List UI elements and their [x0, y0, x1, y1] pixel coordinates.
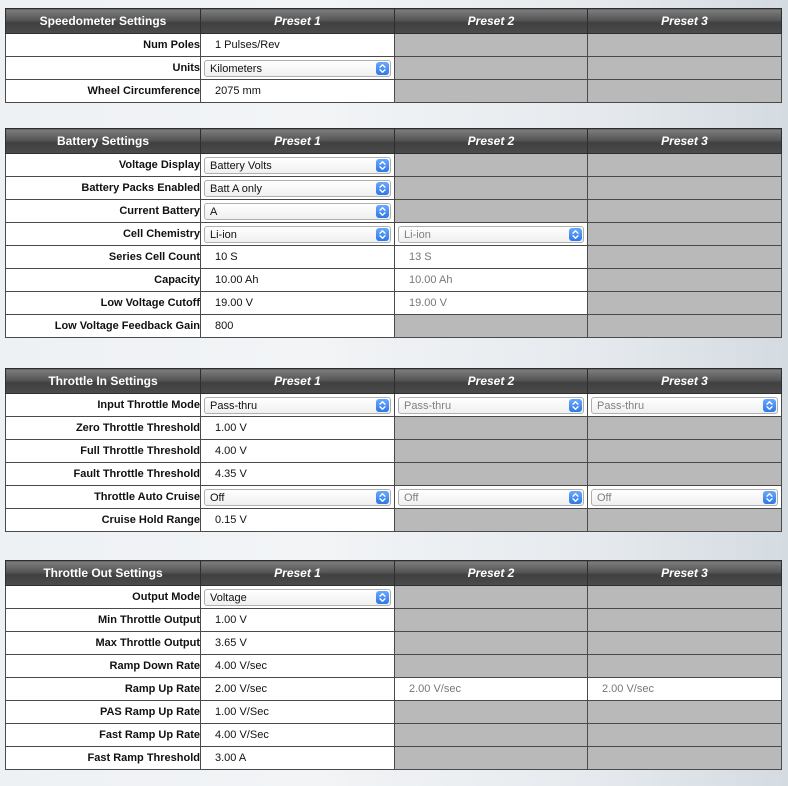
field-value: 4.00 V/sec — [215, 660, 267, 672]
fast-ramp-up-rate-label: Fast Ramp Up Rate — [6, 724, 201, 747]
cruise-hold-range-preset-2-unavailable — [395, 509, 588, 532]
setting-row-full-throttle-threshold — [6, 440, 782, 463]
up-down-chevron-icon — [376, 62, 389, 75]
field-value: 3.00 A — [215, 752, 247, 764]
field-value: 1.00 V — [215, 614, 247, 626]
pas-ramp-up-rate-label: PAS Ramp Up Rate — [6, 701, 201, 724]
field-value: 10 S — [215, 251, 238, 263]
up-down-chevron-icon — [376, 399, 389, 412]
up-down-chevron-icon — [569, 399, 582, 412]
fault-throttle-threshold-label: Fault Throttle Threshold — [6, 463, 201, 486]
voltage-display-preset-1-select[interactable] — [204, 157, 391, 174]
up-down-chevron-icon — [376, 491, 389, 504]
wheel-circumference-preset-1-field[interactable] — [201, 80, 395, 103]
min-throttle-output-preset-3-unavailable — [588, 609, 782, 632]
capacity-preset-1-field[interactable] — [201, 269, 395, 292]
section-title: Speedometer Settings — [6, 9, 201, 34]
output-mode-preset-1-select[interactable] — [204, 589, 391, 606]
fast-ramp-up-rate-preset-1-field[interactable] — [201, 724, 395, 747]
full-throttle-threshold-label: Full Throttle Threshold — [6, 440, 201, 463]
select-value: Off — [404, 491, 419, 504]
select-value: Off — [597, 491, 612, 504]
setting-row-zero-throttle-threshold — [6, 417, 782, 440]
input-throttle-mode-preset-2-cell — [395, 394, 588, 417]
current-battery-preset-1-cell — [201, 200, 395, 223]
select-value: Pass-thru — [404, 399, 452, 412]
preset-2-header: Preset 2 — [395, 129, 588, 154]
input-throttle-mode-label: Input Throttle Mode — [6, 394, 201, 417]
setting-row-battery-packs-enabled — [6, 177, 782, 200]
throttle-auto-cruise-preset-2-cell — [395, 486, 588, 509]
up-down-chevron-icon — [376, 182, 389, 195]
preset-3-header: Preset 3 — [588, 129, 782, 154]
capacity-preset-2-field[interactable] — [395, 269, 588, 292]
field-value: 4.00 V/Sec — [215, 729, 269, 741]
section-title: Throttle In Settings — [6, 369, 201, 394]
low-voltage-cutoff-preset-2-field[interactable] — [395, 292, 588, 315]
setting-row-units — [6, 57, 782, 80]
preset-2-header: Preset 2 — [395, 561, 588, 586]
throttle-auto-cruise-preset-1-cell — [201, 486, 395, 509]
select-value: A — [210, 205, 218, 218]
field-value: 2.00 V/sec — [409, 683, 461, 695]
max-throttle-output-preset-3-unavailable — [588, 632, 782, 655]
field-value: 13 S — [409, 251, 432, 263]
preset-3-header: Preset 3 — [588, 369, 782, 394]
setting-row-cruise-hold-range — [6, 509, 782, 532]
num-poles-preset-1-field[interactable] — [201, 34, 395, 57]
output-mode-preset-3-unavailable — [588, 586, 782, 609]
setting-row-current-battery — [6, 200, 782, 223]
setting-row-min-throttle-output — [6, 609, 782, 632]
current-battery-preset-1-select[interactable] — [204, 203, 391, 220]
setting-row-fast-ramp-up-rate — [6, 724, 782, 747]
field-value: 19.00 V — [409, 297, 447, 309]
wheel-circumference-preset-3-unavailable — [588, 80, 782, 103]
ramp-up-rate-label: Ramp Up Rate — [6, 678, 201, 701]
preset-3-header: Preset 3 — [588, 9, 782, 34]
cell-chemistry-preset-2-select[interactable] — [398, 226, 584, 243]
battery-packs-enabled-preset-1-cell — [201, 177, 395, 200]
field-value: 2.00 V/sec — [215, 683, 267, 695]
field-value: 10.00 Ah — [409, 274, 453, 286]
field-value: 1.00 V — [215, 422, 247, 434]
fast-ramp-threshold-label: Fast Ramp Threshold — [6, 747, 201, 770]
num-poles-preset-2-unavailable — [395, 34, 588, 57]
field-value: 0.15 V — [215, 514, 247, 526]
wheel-circumference-preset-2-unavailable — [395, 80, 588, 103]
setting-row-ramp-down-rate — [6, 655, 782, 678]
throttle-auto-cruise-preset-2-select[interactable] — [398, 489, 584, 506]
min-throttle-output-preset-1-field[interactable] — [201, 609, 395, 632]
throttle-auto-cruise-preset-1-select[interactable] — [204, 489, 391, 506]
field-value: 4.00 V — [215, 445, 247, 457]
capacity-preset-3-unavailable — [588, 269, 782, 292]
units-label: Units — [6, 57, 201, 80]
wheel-circumference-label: Wheel Circumference — [6, 80, 201, 103]
input-throttle-mode-preset-1-select[interactable] — [204, 397, 391, 414]
field-value: 2075 mm — [215, 85, 261, 97]
max-throttle-output-preset-2-unavailable — [395, 632, 588, 655]
battery-packs-enabled-label: Battery Packs Enabled — [6, 177, 201, 200]
field-value: 800 — [215, 320, 234, 332]
select-value: Pass-thru — [597, 399, 645, 412]
battery-packs-enabled-preset-2-unavailable — [395, 177, 588, 200]
select-value: Voltage — [210, 591, 247, 604]
input-throttle-mode-preset-3-cell — [588, 394, 782, 417]
section-header-row — [6, 129, 782, 154]
cell-chemistry-preset-2-cell — [395, 223, 588, 246]
fast-ramp-up-rate-preset-2-unavailable — [395, 724, 588, 747]
select-value: Off — [210, 491, 225, 504]
full-throttle-threshold-preset-1-field[interactable] — [201, 440, 395, 463]
select-value: Kilometers — [210, 62, 262, 75]
setting-row-cell-chemistry — [6, 223, 782, 246]
field-value: 1.00 V/Sec — [215, 706, 269, 718]
fault-throttle-threshold-preset-3-unavailable — [588, 463, 782, 486]
min-throttle-output-preset-2-unavailable — [395, 609, 588, 632]
field-value: 19.00 V — [215, 297, 253, 309]
ramp-down-rate-preset-1-field[interactable] — [201, 655, 395, 678]
low-voltage-cutoff-label: Low Voltage Cutoff — [6, 292, 201, 315]
setting-row-fault-throttle-threshold — [6, 463, 782, 486]
field-value: 10.00 Ah — [215, 274, 259, 286]
current-battery-preset-2-unavailable — [395, 200, 588, 223]
battery-packs-enabled-preset-3-unavailable — [588, 177, 782, 200]
field-value: 4.35 V — [215, 468, 247, 480]
fast-ramp-threshold-preset-1-field[interactable] — [201, 747, 395, 770]
cruise-hold-range-preset-3-unavailable — [588, 509, 782, 532]
low-voltage-feedback-gain-label: Low Voltage Feedback Gain — [6, 315, 201, 338]
field-value: 3.65 V — [215, 637, 247, 649]
num-poles-label: Num Poles — [6, 34, 201, 57]
battery-settings-table — [5, 128, 782, 338]
throttle-auto-cruise-label: Throttle Auto Cruise — [6, 486, 201, 509]
up-down-chevron-icon — [763, 491, 776, 504]
setting-row-throttle-auto-cruise — [6, 486, 782, 509]
cell-chemistry-preset-3-unavailable — [588, 223, 782, 246]
select-value: Li-ion — [210, 228, 237, 241]
throttle-auto-cruise-preset-3-select[interactable] — [591, 489, 778, 506]
ramp-down-rate-label: Ramp Down Rate — [6, 655, 201, 678]
output-mode-preset-2-unavailable — [395, 586, 588, 609]
low-voltage-cutoff-preset-1-field[interactable] — [201, 292, 395, 315]
setting-row-ramp-up-rate — [6, 678, 782, 701]
select-value: Batt A only — [210, 182, 262, 195]
section-header-row — [6, 369, 782, 394]
low-voltage-feedback-gain-preset-2-unavailable — [395, 315, 588, 338]
section-title: Throttle Out Settings — [6, 561, 201, 586]
up-down-chevron-icon — [376, 591, 389, 604]
fault-throttle-threshold-preset-1-field[interactable] — [201, 463, 395, 486]
max-throttle-output-label: Max Throttle Output — [6, 632, 201, 655]
low-voltage-feedback-gain-preset-3-unavailable — [588, 315, 782, 338]
cruise-hold-range-label: Cruise Hold Range — [6, 509, 201, 532]
up-down-chevron-icon — [763, 399, 776, 412]
ramp-up-rate-preset-3-field[interactable] — [588, 678, 782, 701]
fast-ramp-threshold-preset-3-unavailable — [588, 747, 782, 770]
up-down-chevron-icon — [376, 205, 389, 218]
units-preset-1-cell — [201, 57, 395, 80]
setting-row-voltage-display — [6, 154, 782, 177]
up-down-chevron-icon — [569, 491, 582, 504]
output-mode-preset-1-cell — [201, 586, 395, 609]
ramp-up-rate-preset-2-field[interactable] — [395, 678, 588, 701]
current-battery-preset-3-unavailable — [588, 200, 782, 223]
preset-1-header: Preset 1 — [201, 9, 395, 34]
zero-throttle-threshold-preset-2-unavailable — [395, 417, 588, 440]
current-battery-label: Current Battery — [6, 200, 201, 223]
preset-1-header: Preset 1 — [201, 129, 395, 154]
section-header-row — [6, 561, 782, 586]
fast-ramp-threshold-preset-2-unavailable — [395, 747, 588, 770]
min-throttle-output-label: Min Throttle Output — [6, 609, 201, 632]
input-throttle-mode-preset-3-select[interactable] — [591, 397, 778, 414]
full-throttle-threshold-preset-3-unavailable — [588, 440, 782, 463]
select-value: Li-ion — [404, 228, 431, 241]
preset-1-header: Preset 1 — [201, 369, 395, 394]
section-title: Battery Settings — [6, 129, 201, 154]
section-header-row — [6, 9, 782, 34]
num-poles-preset-3-unavailable — [588, 34, 782, 57]
preset-3-header: Preset 3 — [588, 561, 782, 586]
pas-ramp-up-rate-preset-1-field[interactable] — [201, 701, 395, 724]
setting-row-num-poles — [6, 34, 782, 57]
cell-chemistry-label: Cell Chemistry — [6, 223, 201, 246]
capacity-label: Capacity — [6, 269, 201, 292]
series-cell-count-preset-3-unavailable — [588, 246, 782, 269]
setting-row-fast-ramp-threshold — [6, 747, 782, 770]
output-mode-label: Output Mode — [6, 586, 201, 609]
battery-packs-enabled-preset-1-select[interactable] — [204, 180, 391, 197]
setting-row-output-mode — [6, 586, 782, 609]
cruise-hold-range-preset-1-field[interactable] — [201, 509, 395, 532]
up-down-chevron-icon — [569, 228, 582, 241]
up-down-chevron-icon — [376, 228, 389, 241]
cell-chemistry-preset-1-select[interactable] — [204, 226, 391, 243]
low-voltage-feedback-gain-preset-1-field[interactable] — [201, 315, 395, 338]
select-value: Battery Volts — [210, 159, 272, 172]
setting-row-series-cell-count — [6, 246, 782, 269]
preset-2-header: Preset 2 — [395, 9, 588, 34]
series-cell-count-preset-1-field[interactable] — [201, 246, 395, 269]
fault-throttle-threshold-preset-2-unavailable — [395, 463, 588, 486]
setting-row-low-voltage-feedback-gain — [6, 315, 782, 338]
voltage-display-preset-3-unavailable — [588, 154, 782, 177]
up-down-chevron-icon — [376, 159, 389, 172]
units-preset-1-select[interactable] — [204, 60, 391, 77]
preset-1-header: Preset 1 — [201, 561, 395, 586]
zero-throttle-threshold-preset-3-unavailable — [588, 417, 782, 440]
fast-ramp-up-rate-preset-3-unavailable — [588, 724, 782, 747]
low-voltage-cutoff-preset-3-unavailable — [588, 292, 782, 315]
input-throttle-mode-preset-2-select[interactable] — [398, 397, 584, 414]
setting-row-pas-ramp-up-rate — [6, 701, 782, 724]
units-preset-3-unavailable — [588, 57, 782, 80]
units-preset-2-unavailable — [395, 57, 588, 80]
ramp-up-rate-preset-1-field[interactable] — [201, 678, 395, 701]
ramp-down-rate-preset-2-unavailable — [395, 655, 588, 678]
series-cell-count-preset-2-field[interactable] — [395, 246, 588, 269]
pas-ramp-up-rate-preset-2-unavailable — [395, 701, 588, 724]
throttle-out-settings-table — [5, 560, 782, 770]
throttle-auto-cruise-preset-3-cell — [588, 486, 782, 509]
voltage-display-preset-2-unavailable — [395, 154, 588, 177]
zero-throttle-threshold-label: Zero Throttle Threshold — [6, 417, 201, 440]
full-throttle-threshold-preset-2-unavailable — [395, 440, 588, 463]
speedometer-settings-table — [5, 8, 782, 103]
setting-row-capacity — [6, 269, 782, 292]
series-cell-count-label: Series Cell Count — [6, 246, 201, 269]
setting-row-wheel-circumference — [6, 80, 782, 103]
zero-throttle-threshold-preset-1-field[interactable] — [201, 417, 395, 440]
field-value: 2.00 V/sec — [602, 683, 654, 695]
setting-row-max-throttle-output — [6, 632, 782, 655]
setting-row-input-throttle-mode — [6, 394, 782, 417]
setting-row-low-voltage-cutoff — [6, 292, 782, 315]
select-value: Pass-thru — [210, 399, 258, 412]
cell-chemistry-preset-1-cell — [201, 223, 395, 246]
max-throttle-output-preset-1-field[interactable] — [201, 632, 395, 655]
field-value: 1 Pulses/Rev — [215, 39, 280, 51]
pas-ramp-up-rate-preset-3-unavailable — [588, 701, 782, 724]
voltage-display-label: Voltage Display — [6, 154, 201, 177]
ramp-down-rate-preset-3-unavailable — [588, 655, 782, 678]
preset-2-header: Preset 2 — [395, 369, 588, 394]
throttle-in-settings-table — [5, 368, 782, 532]
input-throttle-mode-preset-1-cell — [201, 394, 395, 417]
voltage-display-preset-1-cell — [201, 154, 395, 177]
